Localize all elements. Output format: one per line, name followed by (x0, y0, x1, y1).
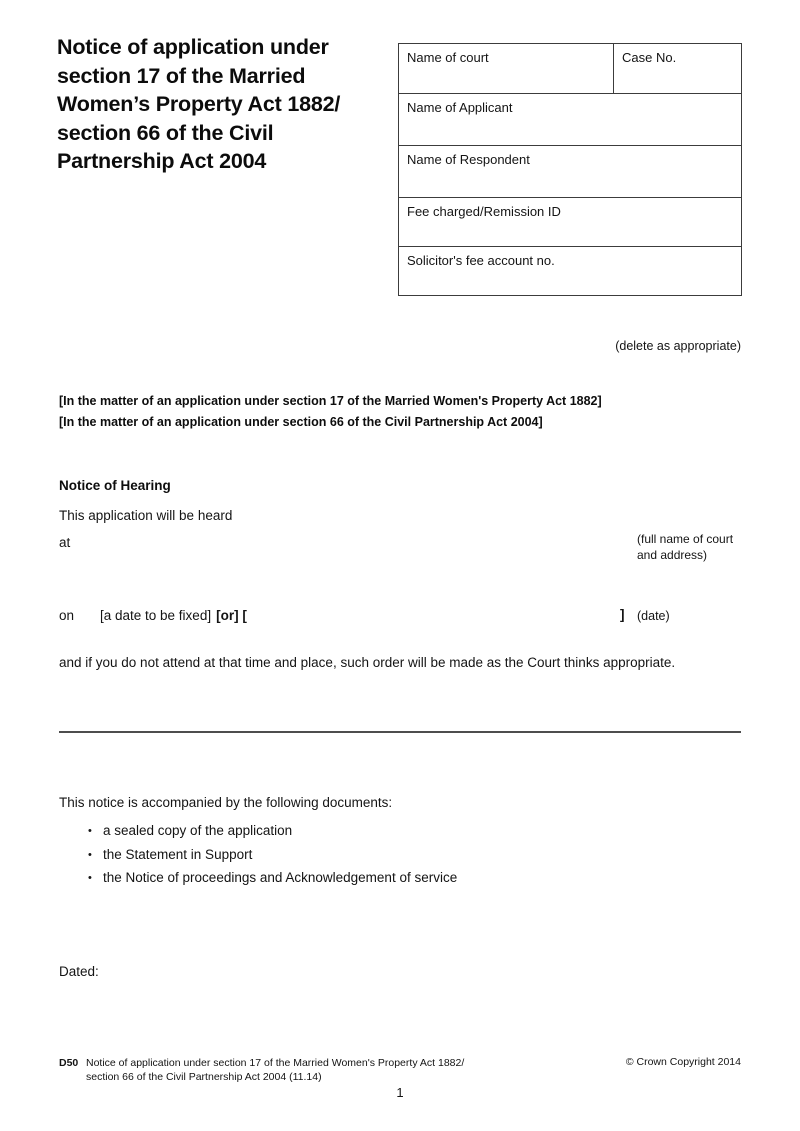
name-of-court-cell: Name of court (399, 44, 614, 94)
date-to-be-fixed-label: [a date to be fixed] (100, 608, 212, 623)
section-divider (59, 731, 741, 733)
fee-cell: Fee charged/Remission ID (399, 198, 742, 247)
bullet-icon (88, 867, 103, 891)
delete-as-appropriate-note: (delete as appropriate) (615, 339, 741, 353)
document-item-label: a sealed copy of the application (103, 823, 293, 838)
table-row (399, 44, 742, 94)
document-item-label: the Statement in Support (103, 846, 253, 862)
table-row (399, 198, 742, 247)
list-item (88, 844, 457, 868)
page-title (57, 33, 397, 176)
case-no-cell: Case No. (614, 44, 742, 94)
bullet-icon (88, 844, 103, 868)
close-bracket: ] (620, 607, 625, 622)
footer-line: Notice of application under section 17 of the Married Women's Property Act 1882/ (86, 1057, 465, 1069)
case-details-table (398, 43, 742, 296)
document-item-label: the Notice of proceedings and Acknowledgement of service (103, 870, 458, 885)
page-number: 1 (396, 1085, 404, 1100)
or-open-bracket-label: [or] [ (216, 608, 247, 623)
respondent-cell: Name of Respondent (399, 146, 742, 198)
title-line: section 66 of the Civil (57, 120, 274, 145)
table-row (399, 247, 742, 296)
table-row (399, 94, 742, 146)
heard-line: This application will be heard (59, 508, 233, 523)
title-line: Notice of application under (57, 35, 329, 59)
footer-line: section 66 of the Civil Partnership Act 2004 (11.14) (86, 1071, 322, 1083)
non-attendance-warning: and if you do not attend at that time and place, such order will be made as the Court thinks appropriate. (59, 655, 676, 670)
documents-list (88, 820, 457, 891)
bullet-icon (88, 820, 103, 844)
court-name-address-note: (full name of court and address) (637, 532, 734, 562)
title-line: Partnership Act 2004 (57, 149, 267, 173)
dated-label: Dated: (59, 964, 99, 979)
matter-line: [In the matter of an application under section 17 of the Married Women's Property Act 1882] (59, 394, 602, 408)
applicant-cell: Name of Applicant (399, 94, 742, 146)
list-item (88, 820, 457, 844)
on-label: on (59, 608, 75, 623)
date-options (100, 608, 247, 623)
matter-line: [In the matter of an application under section 66 of the Civil Partnership Act 2004] (59, 414, 543, 429)
matter-statements (59, 391, 602, 432)
date-note: (date) (637, 609, 670, 623)
documents-intro: This notice is accompanied by the following documents: (59, 795, 393, 810)
footer-form-reference (59, 1056, 464, 1084)
title-line: Women’s Property Act 1882/ (57, 92, 341, 116)
list-item (88, 867, 457, 891)
copyright-notice: © Crown Copyright 2014 (625, 1056, 741, 1068)
notice-of-hearing-heading: Notice of Hearing (59, 478, 171, 493)
solicitor-account-cell: Solicitor's fee account no. (399, 247, 742, 296)
table-row (399, 146, 742, 198)
at-label: at (59, 535, 71, 550)
title-line: section 17 of the Married (57, 63, 306, 88)
form-code: D50 (59, 1057, 79, 1069)
